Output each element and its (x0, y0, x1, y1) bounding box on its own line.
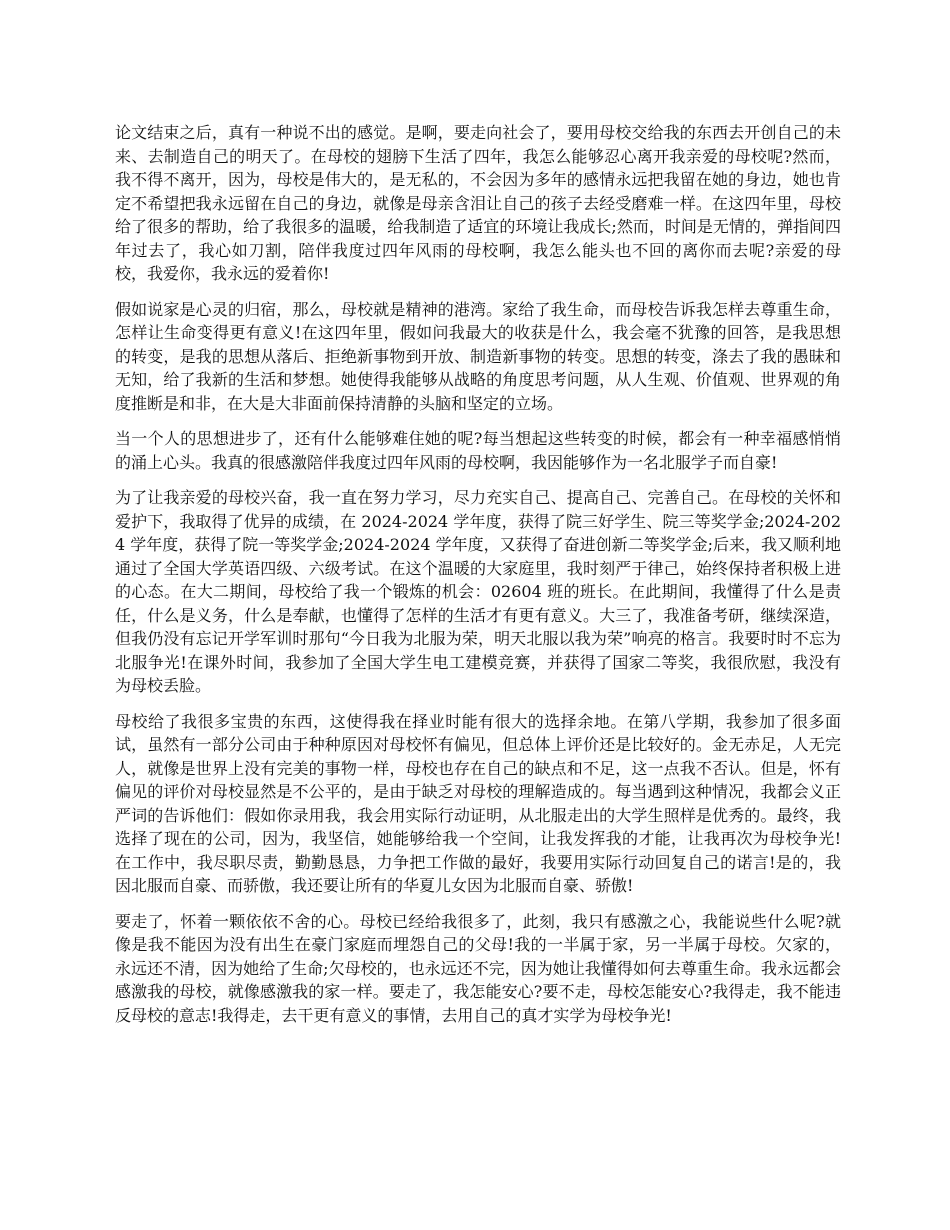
paragraph-4: 为了让我亲爱的母校兴奋，我一直在努力学习，尽力充实自己、提高自己、完善自己。在母校的关怀和爱护下，我取得了优异的成绩，在 2024-2024 学年度，获得了院三好学生、院三等奖学金;2024-2024 学年度，获得了院一等奖学金;2024-2024 学年度，又获得了奋进创新二等奖学金;后来，我又顺利地通过了全国大学英语四级、六级考试。在这个温暖的大家庭里，我时刻严于律己，始终保持者积极上进的心态。在大二期间，母校给了我一个锻炼的机会：02604 班的班长。在此期间，我懂得了什么是责任，什么是义务，什么是奉献，也懂得了怎样的生活才有更有意义。大三了，我准备考研，继续深造，但我仍没有忘记开学军训时那句“今日我为北服为荣，明天北服以我为荣”响亮的格言。我要时时不忘为北服争光!在课外时间，我参加了全国大学生电工建模竞赛，并获得了国家二等奖，我很欣慰，我没有为母校丢脸。 (115, 488, 841, 695)
paragraph-1: 论文结束之后，真有一种说不出的感觉。是啊，要走向社会了，要用母校交给我的东西去开创自己的未来、去制造自己的明天了。在母校的翅膀下生活了四年，我怎么能够忍心离开我亲爱的母校呢?然而，我不得不离开，因为，母校是伟大的，是无私的，不会因为多年的感情永远把我留在她的身边，她也肯定不希望把我永远留在自己的身边，就像是母亲含泪让自己的孩子去经受磨难一样。在这四年里，母校给了很多的帮助，给了我很多的温暖，给我制造了适宜的环境让我成长;然而，时间是无情的，弹指间四年过去了，我心如刀割，陪伴我度过四年风雨的母校啊，我怎么能头也不回的离你而去呢?亲爱的母校，我爱你，我永远的爱着你! (115, 123, 841, 283)
paragraph-6: 要走了，怀着一颗依依不舍的心。母校已经给我很多了，此刻，我只有感激之心，我能说些什么呢?就像是我不能因为没有出生在豪门家庭而埋怨自己的父母!我的一半属于家，另一半属于母校。欠家的，永远还不清，因为她给了生命;欠母校的，也永远还不完，因为她让我懂得如何去尊重生命。我永远都会感激我的母校，就像感激我的家一样。要走了，我怎能安心?要不走，母校怎能安心?我得走，我不能违反母校的意志!我得走，去干更有意义的事情，去用自己的真才实学为母校争光! (115, 911, 841, 1025)
paragraph-2: 假如说家是心灵的归宿，那么，母校就是精神的港湾。家给了我生命，而母校告诉我怎样去尊重生命，怎样让生命变得更有意义!在这四年里，假如问我最大的收获是什么，我会毫不犹豫的回答，是我思想的转变，是我的思想从落后、拒绝新事物到开放、制造新事物的转变。思想的转变，涤去了我的愚昧和无知，给了我新的生活和梦想。她使得我能够从战略的角度思考问题，从人生观、价值观、世界观的角度推断是和非，在大是大非面前保持清静的头脑和坚定的立场。 (115, 299, 841, 413)
paragraph-3: 当一个人的思想进步了，还有什么能够难住她的呢?每当想起这些转变的时候，都会有一种幸福感悄悄的涌上心头。我真的很感激陪伴我度过四年风雨的母校啊，我因能够作为一名北服学子而自豪! (115, 429, 841, 472)
paragraph-5: 母校给了我很多宝贵的东西，这使得我在择业时能有很大的选择余地。在第八学期，我参加了很多面试，虽然有一部分公司由于种种原因对母校怀有偏见，但总体上评价还是比较好的。金无赤足，人无完人，就像是世界上没有完美的事物一样，母校也存在自己的缺点和不足，这一点我不否认。但是，怀有偏见的评价对母校显然是不公平的，是由于缺乏对母校的理解造成的。每当遇到这种情况，我都会义正严词的告诉他们：假如你录用我，我会用实际行动证明，从北服走出的大学生照样是优秀的。最终，我选择了现在的公司，因为，我坚信，她能够给我一个空间，让我发挥我的才能，让我再次为母校争光!在工作中，我尽职尽责，勤勤恳恳，力争把工作做的最好，我要用实际行动回复自己的诺言!是的，我因北服而自豪、而骄傲，我还要让所有的华夏儿女因为北服而自豪、骄傲! (115, 711, 841, 895)
document-body (115, 121, 841, 1039)
